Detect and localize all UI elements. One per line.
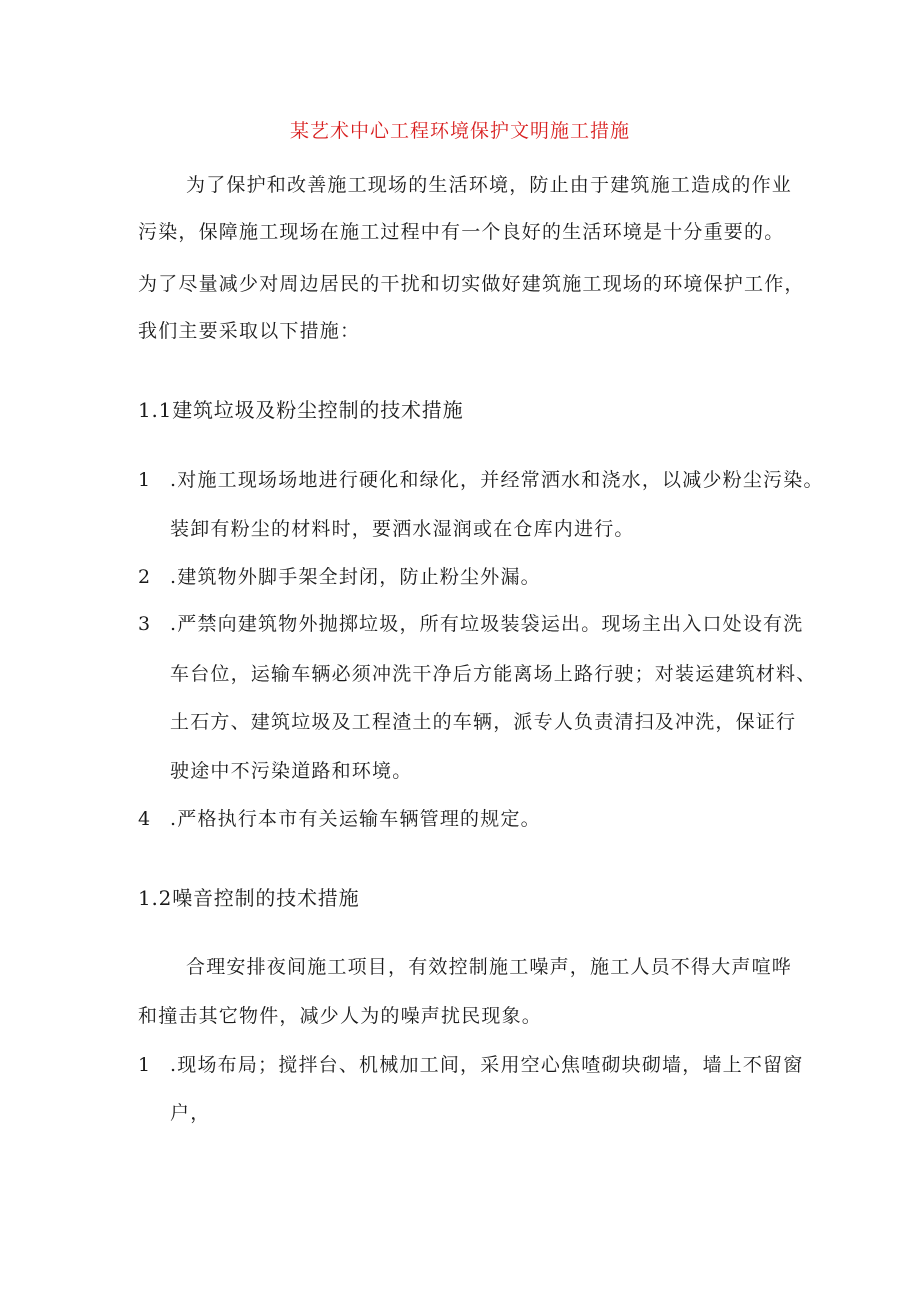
list-item-text: .对施工现场场地进行硬化和绿化，并经常洒水和浇水，以减少粉尘污染。: [170, 469, 824, 491]
list-item-continuation: 土石方、建筑垃圾及工程渣土的车辆，派专人负责清扫及冲洗，保证行: [170, 711, 797, 733]
list-item-continuation: 车台位，运输车辆必须冲洗干净后方能离场上路行驶；对装运建筑材料、: [170, 663, 817, 685]
list-item-number: 1: [138, 469, 152, 491]
intro-line: 污染，保障施工现场在施工过程中有一个良好的生活环境是十分重要的。: [138, 221, 785, 243]
list-item-continuation: 户，: [170, 1102, 211, 1124]
list-item-text: .建筑物外脚手架全封闭，防止粉尘外漏。: [170, 566, 541, 588]
list-item: [138, 562, 541, 589]
list-item: [138, 804, 541, 831]
list-item-continuation: 装卸有粉尘的材料时，要洒水湿润或在仓库内进行。: [170, 518, 635, 540]
list-item-continuation: 驶途中不污染道路和环境。: [170, 760, 413, 782]
list-item-text: .严禁向建筑物外抛掷垃圾，所有垃圾装袋运出。现场主出入口处设有洗: [170, 613, 804, 635]
list-item: [138, 609, 803, 636]
list-item: [138, 1050, 803, 1077]
intro-line: 为了尽量减少对周边居民的干扰和切实做好建筑施工现场的环境保护工作，: [138, 273, 805, 295]
list-item-text: .严格执行本市有关运输车辆管理的规定。: [170, 808, 541, 830]
paragraph-line: 合理安排夜间施工项目，有效控制施工噪声，施工人员不得大声喧哗: [186, 956, 793, 978]
section-heading: 1.1建筑垃圾及粉尘控制的技术措施: [138, 398, 464, 422]
intro-line: 我们主要采取以下措施：: [138, 320, 361, 342]
list-item-number: 4: [138, 808, 152, 830]
list-item-text: .现场布局；搅拌台、机械加工间，采用空心焦喳砌块砌墙，墙上不留窗: [170, 1054, 804, 1076]
document-title: 某艺术中心工程环境保护文明施工措施: [289, 120, 630, 142]
list-item-number: 2: [138, 566, 152, 588]
paragraph-line: 和撞击其它物件，减少人为的噪声扰民现象。: [138, 1005, 543, 1027]
list-item: [138, 465, 824, 492]
section-heading: 1.2噪音控制的技术措施: [138, 886, 360, 910]
intro-line: 为了保护和改善施工现场的生活环境，防止由于建筑施工造成的作业: [186, 174, 793, 196]
list-item-number: 3: [138, 613, 152, 635]
list-item-number: 1: [138, 1054, 152, 1076]
